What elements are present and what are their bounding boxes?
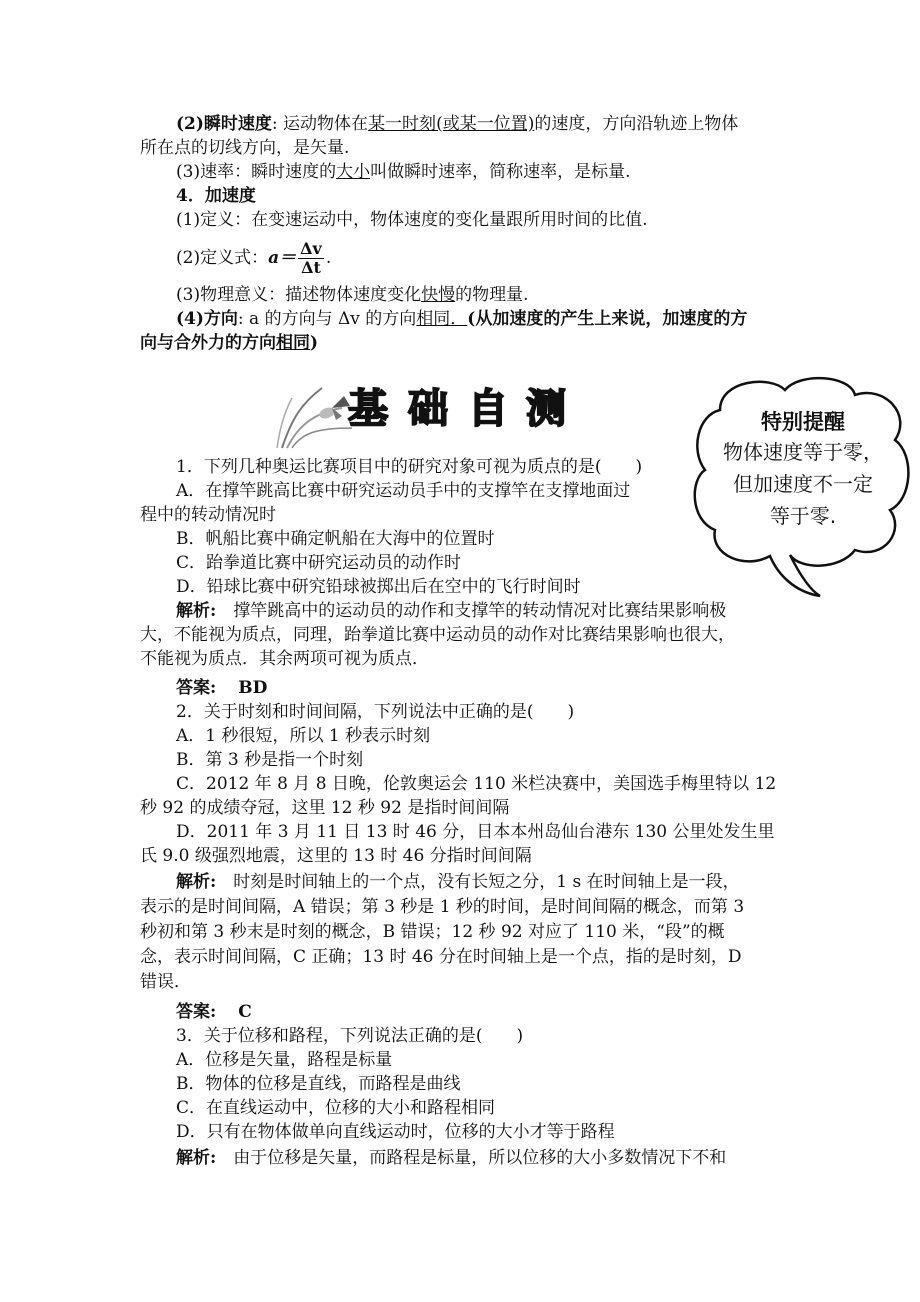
- callout-line: 但加速度不一定: [733, 472, 873, 496]
- explanation-cont: 大，不能视为质点，同理，跆拳道比赛中运动员的动作对比赛结果影响也很大，: [140, 625, 735, 645]
- option-c: C．在直线运动中，位移的大小和路程相同: [176, 1098, 496, 1118]
- option-a: A．在撑竿跳高比赛中研究运动员手中的支撑竿在支撑地面过: [176, 481, 631, 501]
- option-c: C．2012 年 8 月 8 日晚，伦敦奥运会 110 米栏决赛中，美国选手梅里特以 12: [176, 774, 777, 794]
- banner-char: 础: [408, 385, 448, 432]
- def-direction: (4)方向: a 的方向与 Δv 的方向相同．(从加速度的产生上来说，加速度的方: [176, 309, 748, 329]
- option-a: A．位移是矢量，路程是标量: [176, 1050, 393, 1070]
- def-acceleration: (1)定义：在变速运动中，物体速度的变化量跟所用时间的比值.: [176, 210, 648, 230]
- explanation: 解析: 时刻是时间轴上的一个点，没有长短之分，1 s 在时间轴上是一段，: [176, 872, 740, 892]
- fraction: $\frac{\Delta v}{\Delta t}$: [300, 239, 322, 277]
- section-banner: [272, 378, 572, 450]
- explanation: 解析: 撑竿跳高中的运动员的动作和支撑竿的转动情况对比赛结果影响极: [176, 601, 727, 621]
- explanation-cont: 念，表示时间间隔，C 正确；13 时 46 分在时间轴上是一个点，指的是时刻，D: [140, 947, 742, 967]
- answer: 答案: C: [176, 1002, 252, 1022]
- heading-acceleration: 4．加速度: [176, 186, 256, 206]
- callout-line: 物体速度等于零，: [723, 440, 883, 464]
- option-d: D．铅球比赛中研究铅球被掷出后在空中的飞行时间时: [176, 577, 581, 597]
- option-d-cont: 氏 9.0 级强烈地震，这里的 13 时 46 分指时间间隔: [140, 846, 532, 866]
- option-c: C．跆拳道比赛中研究运动员的动作时: [176, 553, 462, 573]
- option-d: D．2011 年 3 月 11 日 13 时 46 分，日本本州岛仙台港东 130 公里处发生里: [176, 822, 775, 842]
- explanation-cont: 错误．: [140, 972, 191, 992]
- callout-line: 等于零.: [769, 504, 837, 528]
- question-2: 2．关于时刻和时间间隔，下列说法中正确的是( ): [176, 702, 575, 722]
- def-instant-velocity: (2)瞬时速度: 运动物体在某一时刻(或某一位置)的速度，方向沿轨迹上物体: [176, 114, 739, 134]
- option-c-cont: 秒 92 的成绩夺冠，这里 12 秒 92 是指时间间隔: [140, 798, 510, 818]
- answer: 答案: BD: [176, 678, 268, 698]
- option-b: B．第 3 秒是指一个时刻: [176, 750, 364, 770]
- def-formula: (2)定义式：a＝ $\frac{\Delta v}{\Delta t}$ .: [176, 239, 332, 277]
- banner-char: 测: [526, 385, 566, 432]
- question-3: 3．关于位移和路程，下列说法正确的是( ): [176, 1026, 524, 1046]
- explanation: 解析: 由于位移是矢量，而路程是标量，所以位移的大小多数情况下不和: [176, 1148, 727, 1168]
- option-a-cont: 程中的转动情况时: [140, 505, 276, 525]
- option-b: B．物体的位移是直线，而路程是曲线: [176, 1074, 461, 1094]
- text-line: 所在点的切线方向，是矢量.: [140, 138, 350, 158]
- callout-title: 特别提醒: [761, 410, 845, 434]
- explanation-cont: 表示的是时间间隔，A 错误；第 3 秒是 1 秒的时间，是时间间隔的概念，而第 3: [140, 897, 745, 917]
- banner-char: 自: [468, 385, 508, 432]
- text-line: 向与合外力的方向相同): [140, 333, 319, 353]
- question-1: 1．下列几种奥运比赛项目中的研究对象可视为质点的是( ): [176, 457, 643, 477]
- def-label: (2)瞬时速度: [176, 114, 272, 134]
- banner-char: 基: [348, 385, 388, 432]
- explanation-cont: 不能视为质点．其余两项可视为质点．: [140, 649, 429, 669]
- option-b: B．帆船比赛中确定帆船在大海中的位置时: [176, 529, 495, 549]
- def-meaning: (3)物理意义：描述物体速度变化快慢的物理量.: [176, 285, 529, 305]
- option-a: A．1 秒很短，所以 1 秒表示时刻: [176, 726, 431, 746]
- option-d: D．只有在物体做单向直线运动时，位移的大小才等于路程: [176, 1122, 615, 1142]
- def-speed: (3)速率：瞬时速度的大小叫做瞬时速率，简称速率，是标量.: [176, 162, 631, 182]
- explanation-cont: 秒初和第 3 秒末是时刻的概念，B 错误；12 秒 92 对应了 110 米，“段”的概: [140, 922, 725, 942]
